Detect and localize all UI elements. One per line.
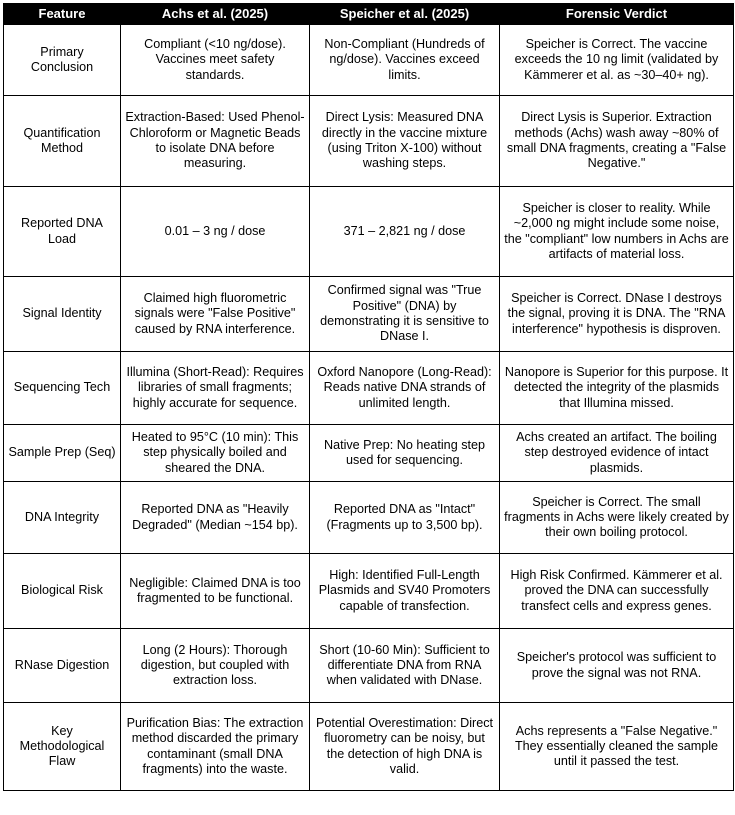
achs-cell: Illumina (Short-Read): Requires libraries of small fragments; highly accurate for sequence. [121, 352, 310, 425]
speicher-cell: Reported DNA as "Intact" (Fragments up to 3,500 bp). [310, 482, 500, 554]
feature-cell: Reported DNA Load [4, 187, 121, 277]
table-row [4, 425, 734, 482]
verdict-cell: Speicher's protocol was sufficient to prove the signal was not RNA. [500, 629, 734, 703]
verdict-cell: Nanopore is Superior for this purpose. It detected the integrity of the plasmids that Illumina missed. [500, 352, 734, 425]
table-row [4, 187, 734, 277]
achs-cell: Reported DNA as "Heavily Degraded" (Median ~154 bp). [121, 482, 310, 554]
achs-cell: Heated to 95°C (10 min): This step physically boiled and sheared the DNA. [121, 425, 310, 482]
verdict-cell: Speicher is Correct. DNase I destroys the signal, proving it is DNA. The "RNA interference" hypothesis is disproven. [500, 277, 734, 352]
header-verdict: Forensic Verdict [500, 4, 734, 25]
feature-cell: RNase Digestion [4, 629, 121, 703]
achs-cell: Long (2 Hours): Thorough digestion, but coupled with extraction loss. [121, 629, 310, 703]
feature-cell: Signal Identity [4, 277, 121, 352]
feature-cell: Biological Risk [4, 554, 121, 629]
header-speicher: Speicher et al. (2025) [310, 4, 500, 25]
verdict-cell: Achs represents a "False Negative." They essentially cleaned the sample until it passed the test. [500, 703, 734, 791]
table-row [4, 482, 734, 554]
achs-cell: Claimed high fluorometric signals were "False Positive" caused by RNA interference. [121, 277, 310, 352]
verdict-cell: Speicher is Correct. The vaccine exceeds the 10 ng limit (validated by Kämmerer et al. as ~30–40+ ng). [500, 25, 734, 96]
verdict-cell: Speicher is closer to reality. While ~2,000 ng might include some noise, the "compliant" low numbers in Achs are artifacts of material loss. [500, 187, 734, 277]
speicher-cell: Non-Compliant (Hundreds of ng/dose). Vaccines exceed limits. [310, 25, 500, 96]
speicher-cell: High: Identified Full-Length Plasmids and SV40 Promoters capable of transfection. [310, 554, 500, 629]
table-row [4, 277, 734, 352]
comparison-table [3, 3, 734, 791]
table-row [4, 703, 734, 791]
speicher-cell: Native Prep: No heating step used for sequencing. [310, 425, 500, 482]
achs-cell: Purification Bias: The extraction method discarded the primary contaminant (small DNA fragments) into the waste. [121, 703, 310, 791]
table-body [4, 25, 734, 791]
verdict-cell: Direct Lysis is Superior. Extraction methods (Achs) wash away ~80% of small DNA fragments, creating a "False Negative." [500, 96, 734, 187]
verdict-cell: Speicher is Correct. The small fragments in Achs were likely created by their own boiling protocol. [500, 482, 734, 554]
achs-cell: Compliant (<10 ng/dose). Vaccines meet safety standards. [121, 25, 310, 96]
achs-cell: 0.01 – 3 ng / dose [121, 187, 310, 277]
verdict-cell: High Risk Confirmed. Kämmerer et al. proved the DNA can successfully transfect cells and express genes. [500, 554, 734, 629]
achs-cell: Extraction-Based: Used Phenol-Chloroform or Magnetic Beads to isolate DNA before measuring. [121, 96, 310, 187]
speicher-cell: 371 – 2,821 ng / dose [310, 187, 500, 277]
feature-cell: Sequencing Tech [4, 352, 121, 425]
achs-cell: Negligible: Claimed DNA is too fragmented to be functional. [121, 554, 310, 629]
feature-cell: Quantification Method [4, 96, 121, 187]
table-row [4, 352, 734, 425]
table-row [4, 25, 734, 96]
speicher-cell: Confirmed signal was "True Positive" (DNA) by demonstrating it is sensitive to DNase I. [310, 277, 500, 352]
header-achs: Achs et al. (2025) [121, 4, 310, 25]
speicher-cell: Potential Overestimation: Direct fluorometry can be noisy, but the detection of high DNA is valid. [310, 703, 500, 791]
feature-cell: Key Methodological Flaw [4, 703, 121, 791]
verdict-cell: Achs created an artifact. The boiling step destroyed evidence of intact plasmids. [500, 425, 734, 482]
header-row [4, 4, 734, 25]
table-row [4, 554, 734, 629]
feature-cell: Sample Prep (Seq) [4, 425, 121, 482]
header-feature: Feature [4, 4, 121, 25]
speicher-cell: Direct Lysis: Measured DNA directly in the vaccine mixture (using Triton X-100) without washing steps. [310, 96, 500, 187]
feature-cell: DNA Integrity [4, 482, 121, 554]
speicher-cell: Oxford Nanopore (Long-Read): Reads native DNA strands of unlimited length. [310, 352, 500, 425]
table-row [4, 629, 734, 703]
table-row [4, 96, 734, 187]
table-header [4, 4, 734, 25]
feature-cell: Primary Conclusion [4, 25, 121, 96]
speicher-cell: Short (10-60 Min): Sufficient to differentiate DNA from RNA when validated with DNase. [310, 629, 500, 703]
